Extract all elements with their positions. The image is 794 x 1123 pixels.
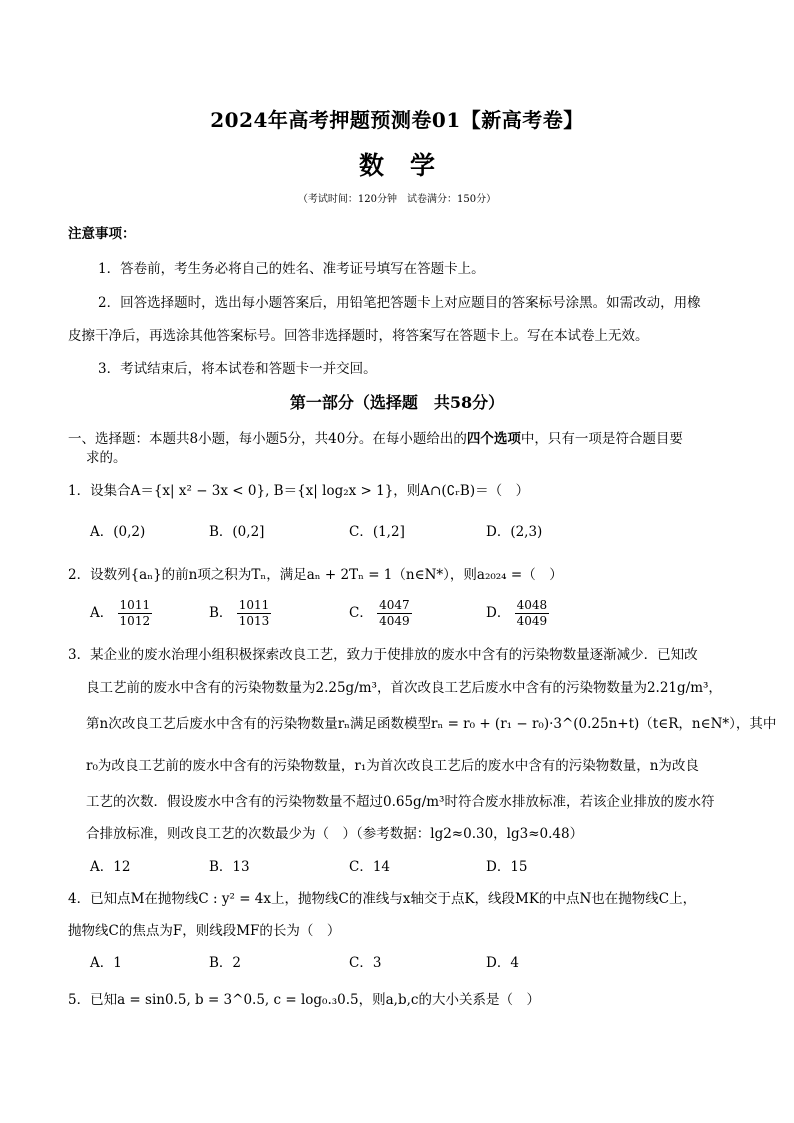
instr-bold: 四个选项 bbox=[466, 431, 521, 447]
question-1-stem: 1．设集合A＝{x| x² − 3x < 0}, B＝{x| log₂x > 1}，则A∩(∁ᵣB)＝（ ） bbox=[68, 483, 530, 499]
notes-heading: 注意事项： bbox=[68, 226, 136, 242]
q1-option-a: A．(0,2) bbox=[90, 524, 146, 540]
section-instruction bbox=[68, 427, 683, 447]
q3-option-d: D．15 bbox=[486, 859, 528, 875]
q2-d-den: 4049 bbox=[516, 614, 548, 628]
question-3-line6: 合排放标准，则改良工艺的次数最少为（ ）（参考数据：lg2≈0.30，lg3≈0.48） bbox=[86, 826, 584, 842]
question-5-stem: 5．已知a = sin0.5, b = 3^0.5, c = log₀.₃0.5，则a,b,c的大小关系是（ ） bbox=[68, 992, 540, 1008]
q2-a-den: 1012 bbox=[119, 614, 151, 628]
q3-option-b: B．13 bbox=[209, 859, 250, 875]
q4-option-b: B．2 bbox=[209, 955, 242, 971]
question-3-line3: 第n次改良工艺后废水中含有的污染物数量rₙ满足函数模型rₙ = r₀ + (r₁ − r₀)·3^(0.25n+t)（t∈R，n∈N*），其中 bbox=[86, 716, 777, 732]
q4-option-d: D．4 bbox=[486, 955, 519, 971]
paper-title: 2024年高考押题预测卷01【新高考卷】 bbox=[210, 108, 584, 132]
note-item-1: 1．答卷前，考生务必将自己的姓名、准考证号填写在答题卡上。 bbox=[98, 261, 485, 277]
q2-option-c bbox=[349, 598, 412, 629]
q2-d-num: 4048 bbox=[516, 598, 548, 612]
note-item-2-line1: 2．回答选择题时，选出每小题答案后，用铅笔把答题卡上对应题目的答案标号涂黑。如需改动，用橡 bbox=[98, 295, 701, 311]
q2-a-fraction bbox=[118, 598, 153, 629]
q2-c-label: C． bbox=[349, 605, 373, 621]
section-heading: 第一部分（选择题 共58分） bbox=[289, 393, 505, 412]
instr-prefix: 一、选择题：本题共8小题，每小题5分，共40分。在每小题给出的 bbox=[68, 431, 467, 447]
q2-option-a bbox=[90, 598, 152, 629]
q2-b-fraction bbox=[237, 598, 272, 629]
q2-b-den: 1013 bbox=[238, 614, 270, 628]
q1-option-d: D．(2,3) bbox=[486, 524, 543, 540]
question-4-line2: 抛物线C的焦点为F，则线段MF的长为（ ） bbox=[68, 923, 341, 939]
q2-a-label: A． bbox=[90, 605, 114, 621]
q2-a-num: 1011 bbox=[119, 598, 151, 612]
note-item-2-line2: 皮擦干净后，再选涂其他答案标号。回答非选择题时，将答案写在答题卡上。写在本试卷上无效。 bbox=[68, 328, 649, 344]
question-4-line1: 4．已知点M在抛物线C : y² = 4x上，抛物线C的准线与x轴交于点K，线段MK的中点N也在抛物线C上， bbox=[68, 891, 697, 907]
question-3-line4: r₀为改良工艺前的废水中含有的污染物数量，r₁为首次改良工艺后的废水中含有的污染物数量，n为改良 bbox=[86, 758, 699, 774]
q2-b-num: 1011 bbox=[238, 598, 270, 612]
q2-c-num: 4047 bbox=[379, 598, 410, 612]
note-item-3: 3．考试结束后，将本试卷和答题卡一并交回。 bbox=[98, 361, 377, 377]
q4-option-a: A．1 bbox=[90, 955, 122, 971]
exam-time-info: （考试时间：120分钟 试卷满分：150分） bbox=[297, 194, 497, 205]
section-instruction-line2: 求的。 bbox=[86, 450, 127, 466]
q2-d-fraction bbox=[515, 598, 550, 629]
q4-option-c: C．3 bbox=[349, 955, 382, 971]
q2-c-den: 4049 bbox=[379, 614, 410, 628]
question-3-line5: 工艺的次数．假设废水中含有的污染物数量不超过0.65g/m³时符合废水排放标准，若该企业排放的废水符 bbox=[86, 794, 715, 810]
subject-title: 数学 bbox=[358, 151, 461, 180]
q1-option-c: C．(1,2] bbox=[349, 524, 405, 540]
question-3-line2: 良工艺前的废水中含有的污染物数量为2.25g/m³，首次改良工艺后废水中含有的污染物数量为2.21g/m³， bbox=[86, 680, 722, 696]
q3-option-a: A．12 bbox=[90, 859, 131, 875]
q3-option-c: C．14 bbox=[349, 859, 391, 875]
q1-option-b: B．(0,2] bbox=[209, 524, 265, 540]
q2-option-d bbox=[486, 598, 549, 629]
q2-b-label: B． bbox=[209, 605, 233, 621]
q2-c-fraction bbox=[377, 598, 412, 629]
q2-option-b bbox=[209, 598, 271, 629]
instr-suffix: 中，只有一项是符合题目要 bbox=[520, 431, 683, 447]
question-2-stem: 2．设数列{aₙ}的前n项之积为Tₙ，满足aₙ + 2Tₙ = 1（n∈N*），则a₂₀₂₄ =（ ） bbox=[68, 567, 563, 583]
q2-d-label: D． bbox=[486, 605, 511, 621]
question-3-line1: 3．某企业的废水治理小组积极探索改良工艺，致力于使排放的废水中含有的污染物数量逐渐减少．已知改 bbox=[68, 647, 698, 663]
